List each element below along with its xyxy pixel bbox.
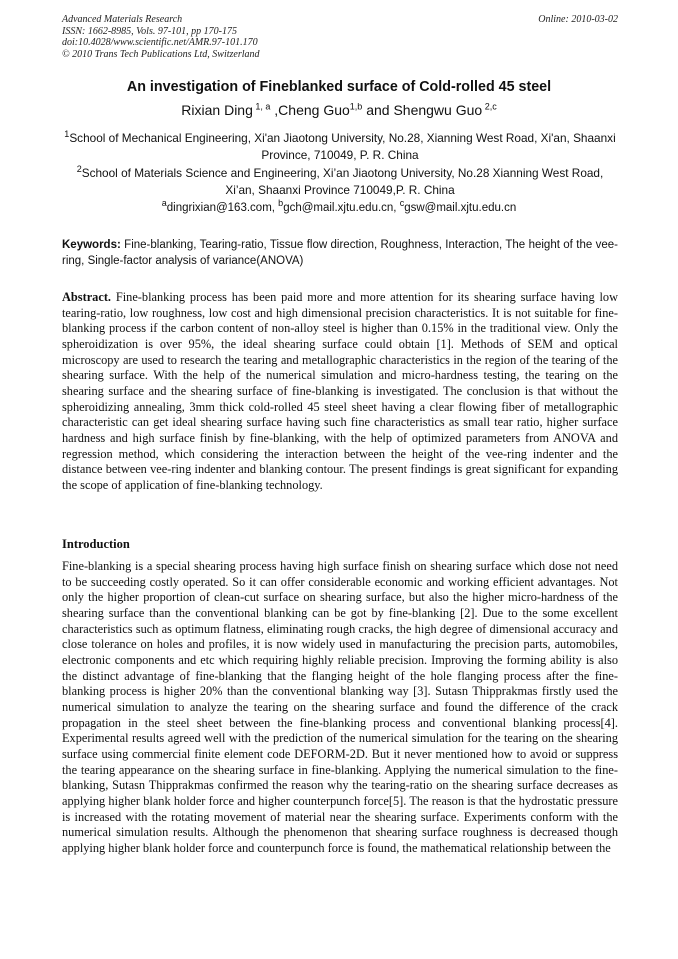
journal-name: Advanced Materials Research xyxy=(62,14,183,25)
section-heading-introduction: Introduction xyxy=(62,537,130,551)
affiliation-text: School of Mechanical Engineering, Xi'an Jiaotong University, No.28, Xianning West Road, Xi'an, Shaanxi Province, 710049, P. R. China xyxy=(69,131,616,162)
abstract-text: Fine-blanking process has been paid more and more attention for its shearing surface having low tearing-ratio, low roughness, low cost and high dimensional precision characteristics. It is not suitable for fine-blanking process if the carbon content of non-alloy steel is higher than 0.15% in the traditional view. Only the spheroidization is over 95%, the ideal shearing surface could obtain [1]. Methods of SEM and optical microscopy are used to research the tearing and metallographic characteristics in the region of the tearing of the shearing surface. With the help of the numerical simulation and micro-hardness testing, the tearing on the shearing surface and the shearing surface of fine-blanking is investigated. The conclusion is that without the spheroidizing annealing, 3mm thick cold-rolled 45 steel sheet having a clear flowing fiber of metallographic characteristic can get ideal shearing surface having such fine characteristics as small tear ratio, higher surface hardness and high surface finish by fine-blanking, with the help of optimized parameters from ANOVA and regression method, which considering the interaction between the height of the vee-ring indenter and the distance between vee-ring indenter and blanking contour. The present findings is great significant for expanding the scope of application of fine-blanking technology. xyxy=(62,290,618,492)
email-address: gsw@mail.xjtu.edu.cn xyxy=(404,202,517,214)
author-name: and Shengwu Guo xyxy=(362,102,483,118)
author-superscript: 2,c xyxy=(482,101,497,112)
online-date: Online: 2010-03-02 xyxy=(538,14,618,25)
affiliation-text: School of Materials Science and Engineering, Xi’an Jiaotong University, No.28 Xianning West Road, Xi’an, Shaanxi Province 710049,P. R. China xyxy=(81,166,604,197)
affiliation-2 xyxy=(62,165,618,199)
keywords-text: Fine-blanking, Tearing-ratio, Tissue flow direction, Roughness, Interaction, The height of the vee-ring, Single-factor analysis of variance(ANOVA) xyxy=(62,239,618,267)
email-address: dingrixian@163.com, xyxy=(166,202,279,214)
email-superscript: a xyxy=(161,198,167,209)
introduction-paragraph: Fine-blanking is a special shearing process having high surface finish on shearing surface which dose not need to be succeeding costly operated. So it can offer considerable economic and working efficient advantages. Not only the higher proportion of clean-cut surface on shearing surface, but also the higher micro-hardness of the shearing surface than the conventional blanking can be got by fine-blanking [2]. Due to the some excellent characteristics such as optimum flatness, eliminating rough cracks, the high degree of dimensional accuracy and close tolerance on holes and profiles, it is now widely used in manufacturing the precision parts, automobiles, electronic components and etc which requiring highly reliable precision. Improving the forming ability is also the distinct advantage of fine-blanking that the flanging height of the hole flanging process after the fine-blanking process is higher 20% than the conventional blanking way [3]. Sutasn Thipprakmas firstly used the numerical simulation to analyze the tearing on the shearing surface and found the difference of the crack propagation in the steel sheet between the fine-blanking process and conventional blanking process[4]. Experimental results agreed well with the prediction of the numerical simulation for the tearing on the shearing surface using commercial finite element code DEFORM-2D. But it never mentioned how to avoid or suppress the tearing appearance on the shearing surface in fine-blanking. Applying the numerical simulation to the fine-blanking, Sutasn Thipprakmas confirmed the reason why the tearing-ratio on the shearing surface decreases as applying higher blank holder force and higher counterpunch force[5]. The reason is that the hydrostatic pressure is increased with the rotating movement of material near the shearing surface. Experiments conform with the numerical simulation results. Although the phenomenon that shearing surface roughness is decreased though applying higher blank holder force and counterpunch force is found, the mathematical relationship between the xyxy=(62,559,618,855)
copyright-line: © 2010 Trans Tech Publications Ltd, Switzerland xyxy=(62,48,260,60)
author-list xyxy=(0,102,678,118)
journal-header xyxy=(62,14,618,60)
email-address: gch@mail.xjtu.edu.cn, xyxy=(283,202,400,214)
abstract-label: Abstract. xyxy=(62,290,112,304)
issn-line: ISSN: 1662-8985, Vols. 97-101, pp 170-175 xyxy=(62,25,237,37)
paper-title: An investigation of Fineblanked surface of Cold-rolled 45 steel xyxy=(126,79,552,95)
abstract-paragraph xyxy=(62,290,618,494)
affiliation-superscript: 2 xyxy=(76,164,82,175)
doi-line: doi:10.4028/www.scientific.net/AMR.97-101.170 xyxy=(62,37,258,48)
author-name: ,Cheng Guo xyxy=(270,102,350,118)
affiliation-1 xyxy=(62,130,618,164)
keywords-label: Keywords: xyxy=(62,239,121,251)
email-superscript: b xyxy=(278,198,284,209)
author-name: Rixian Ding xyxy=(181,102,253,118)
author-superscript: 1, a xyxy=(252,101,271,112)
keywords-paragraph xyxy=(62,237,618,269)
author-superscript: 1,b xyxy=(349,101,363,112)
email-line xyxy=(0,198,678,214)
affiliation-superscript: 1 xyxy=(64,129,70,140)
email-superscript: c xyxy=(399,198,405,209)
